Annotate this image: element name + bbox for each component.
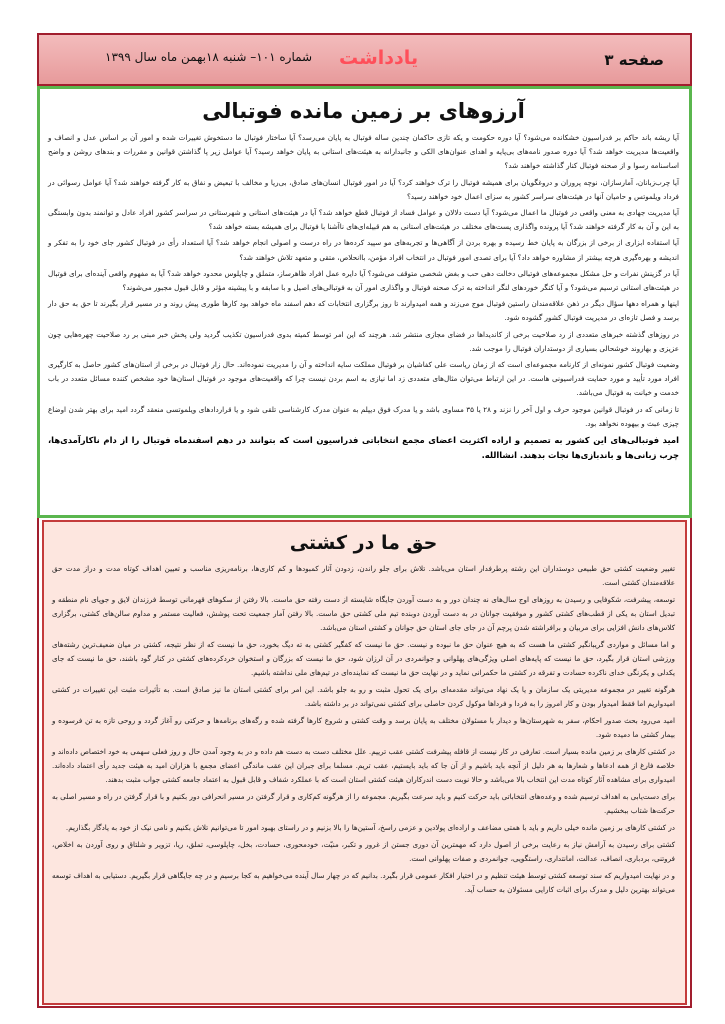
article-football-hopes xyxy=(37,86,692,518)
article-wrestling-rights xyxy=(42,520,687,1005)
paragraph: در روزهای گذشته خبرهای متعددی از رد صلاحیت برخی از کاندیداها در فضای مجازی منتشر شد. هرچند که این امر توسط کمیته بدوی فدراسیون تکذیب گردید ولی پخش خبر مبنی بر رد صلاحیت چهره‌هایی چون عزیزی و بهاروند خوشحالی بسیاری از دوستداران فوتبال را موجب شد. xyxy=(48,329,679,353)
article-body xyxy=(48,131,679,462)
paragraph: وضعیت فوتبال کشور نمونه‌ای از کارنامه مجموعه‌ای است که از زمان ریاست علی کفاشیان بر فوتبال مملکت سایه انداخته و آن را مدیریت نموده‌اند. حال زار فوتبال در برخی از استان‌های کشور حاصل به کارگیری افراد مورد تأیید و مورد حمایت فدراسیونی هاست. در این ارتباط می‌توان مثال‌های متعددی زد اما نیازی به اسم بردن نیست چرا که واقعیت‌های موجود در فوتبال استان‌ها خود مشخص کننده مسائل متعدد در باب خدمت و خیانت به فوتبال می‌باشد. xyxy=(48,360,679,398)
article-title: حق ما در کشتی xyxy=(289,532,438,554)
paragraph: آیا ریشه باند حاکم بر فدراسیون خشکانده می‌شود؟ آیا دوره حکومت و یکه تازی حاکمان چندین ساله فوتبال به پایان می‌رسد؟ آیا ساختار فوتبال ما دستخوش تغییرات شده و امور آن بر اساس عدل و انصاف و واقعیت‌ها مدیریت خواهد شد؟ آیا دوره صدور نامه‌های بی‌پایه و اهدای عنوان‌های الکی و جانبدارانه به هیئت‌های استانی به پایان خواهد رسید؟ آیا عوامل زیر پا گذاشتن قوانین و مقررات و بندهای روشن و واضح اساسنامه رسوا و از صحنه فوتبال کنار گذاشته خواهند شد؟ xyxy=(48,133,679,171)
paragraph: کشتی برای رسیدن به آرامش نیاز به رعایت برخی از اصول دارد که مهمترین آن دوری جستن از غرور و تکبر، منیّت، خودمحوری، حسادت، بخل، چاپلوسی، تملق، ریا، تزویر و شلتاق و روی آوردن به اخلاص، فروتنی، بردباری، انصاف، عدالت، امانتداری، راستگویی، جوانمردی و صفات پهلوانی است. xyxy=(52,840,675,863)
paragraph: در کشتی کارهای بر زمین مانده خیلی داریم و باید با همتی مضاعف و اراده‌ای پولادین و عزمی راسخ، آستین‌ها را بالا بزنیم و در راستای بهبود امور تا می‌توانیم تلاش بکنیم و نامی نیک از خود به یادگار بگذاریم. xyxy=(65,823,675,832)
paragraph: تغییر وضعیت کشتی حق طبیعی دوستداران این رشته پرطرفدار استان می‌باشد. تلاش برای جلو راندن، زدودن آثار کمبودها و کم کاری‌ها، برنامه‌ریزی مناسب و تعیین اهداف کوتاه مدت و دراز مدت حق علاقه‌مندان کشتی است. xyxy=(52,564,675,587)
paragraph: امید می‌رود بحث صدور احکام، سفر به شهرستان‌ها و دیدار با مسئولان مختلف به پایان برسد و وقت کشتی و شروع کارها گرفته شده و رگه‌های برنامه‌ها و حرکتی رو آغاز گردد و روحی تازه به تن فرسوده و بیمار کشتی ما دمیده شود. xyxy=(52,716,675,739)
paragraph: آیا مدیریت جهادی به معنی واقعی در فوتبال ما اعمال می‌شود؟ آیا دست دلالان و عوامل فساد از فوتبال قطع خواهد شد؟ آیا در هیئت‌های استانی و شهرستانی در سراسر کشور افراد عادل و توانمند بدون وابستگی به این و آن به کار گرفته خواهند شد؟ آیا پرونده واگذاری پست‌های مختلف در هیئت‌های استانی به هم قبیله‌ای‌های ناآشنا با فوتبال برای همیشه بسته خواهد شد؟ xyxy=(48,208,679,232)
paragraph: اینها و همراه دهها سؤال دیگر در ذهن علاقه‌مندان راستین فوتبال موج می‌زند و همه امیدوارند تا روز برگزاری انتخابات که دهم اسفند ماه خواهد بود کارها طوری پیش روند و در مسیر قرار بگیرند تا حق به حق دار برسد و فصل تازه‌ای در مدیریت فوتبال کشور گشوده شود. xyxy=(48,299,679,323)
paragraph: تا زمانی که در فوتبال قوانین موجود حرف و اول آخر را نزند و ۲۸ یا ۳۵ مساوی باشد و یا مدرک فوق دیپلم به عنوان مدرک کارشناسی تلقی شود و یا قراردادهای ویلموتسی منعقد گردد امید برای بهتر شدن اوضاع چیزی عبث و بیهوده نخواهد بود. xyxy=(48,404,679,428)
paragraph: هرگونه تغییر در مجموعه مدیریتی یک سازمان و یا یک نهاد می‌تواند مقدمه‌ای برای یک تحول مثبت و رو به جلو باشد. این امر برای کشتی استان ما نیز صادق است. به تأثیرات مثبت این تغییرات در کشتی امیدواریم اما فقط امیدوار بودن و کار امروز را به فردا و فرداها موکول کردن حاصلی برای کشتی نمی‌تواند در بر داشته باشد. xyxy=(52,685,675,708)
paragraph: در کشتی کارهای بر زمین مانده بسیار است. تعارفی در کار نیست از قافله پیشرفت کشتی عقب ترییم. علل مختلف دست به دست هم داده و در به وجود آمدن حال و روز فعلی سهمی به خود اختصاص داده‌اند و خلاصه فارغ از همه ادعاها و شعارها به هر دلیل از آنچه باید باشیم و از آن جا که باید بایستیم، عقب تریم. مسلما برای جبران این عقب ماندگی اعضای مجمع با هزاران امید به هیئت جدید رأی اعتماد داده‌اند. امیدواری برای مشاهده آثار کوتاه مدت این انتخاب بالا می‌باشد و حالا نوبت دست اندرکاران هیئت کشتی استان است که با عملکرد شفاف و قابل قبول به اعتماد جامعه کشتی جواب مثبت بدهند. xyxy=(52,747,675,784)
paragraph: برای دست‌یابی به اهداف ترسیم شده و وعده‌های انتخاباتی باید حرکت کنیم و باید سرعت بگیریم. مجموعه را از هرگونه کم‌کاری و قرار گرفتن در مسیر انحرافی دور بکنیم و با قرار گرفتن در راه و مسیر اصلی به حرکت‌ها شتاب ببخشیم. xyxy=(52,792,675,815)
paragraph: آیا چرب‌زبانان، آمارسازان، نوچه پروران و دروغگویان برای همیشه فوتبال را ترک خواهند کرد؟ آیا در امور فوتبال انسان‌های صادق، بی‌ریا و مخالف با تبعیض و نفاق به کار گرفته خواهند شد؟ آیا عوامل رسوائی در فرداد ویلموتس و حامیان آنها در هیئت‌های سراسر کشور به سزای اعمال خود خواهند رسید؟ xyxy=(48,177,679,201)
issue-date: شماره ۱۰۱– شنبه ۱۸بهمن ماه سال ۱۳۹۹ xyxy=(105,50,313,64)
closing-paragraph: امید فوتبالی‌های این کشور به تصمیم و اراده اکثریت اعضای مجمع انتخاباتی فدراسیون است که بتوانند در دهم اسفندماه فوتبال را از دام ناکارآمدی‌ها، چرب زبانی‌ها و باندبازی‌ها نجات بدهند. انشاالله. xyxy=(48,435,679,460)
page-number: صفحه ۳ xyxy=(604,51,664,69)
section-title: یادداشت xyxy=(339,47,419,69)
article-body xyxy=(52,562,675,897)
paragraph: توسعه، پیشرفت، شکوفایی و رسیدن به روزهای اوج سال‌های نه چندان دور و به دست آوردن جایگاه شایسته از دست رفته حق ماست. بالا رفتن از سکوهای قهرمانی توسط فرزندان لایق و جوپای نام منطقه و تبدیل استان به یکی از قطب‌های کشتی کشور و موفقیت جوانان در به دست آوردن دوبنده تیم ملی کشتی حق ماست. بالا رفتن آمار جمعیت تحت پوشش، فعالیت مستمر و مداوم سالن‌های کشتی، برگزاری کلاس‌های دانش افزایی برای مربیان و برافراشته شدن پرچم آن در جای جای استان حق جوانان و کشتی استان می‌باشد. xyxy=(52,595,675,632)
paragraph: آیا در گزینش نفرات و حل مشکل مجموعه‌های فوتبالی دخالت دهی حب و بغض شخصی متوقف می‌شود؟ آیا دایره عمل افراد ظاهرساز، متملق و چاپلوس محدود خواهد شد؟ آیا به مفهوم واقعی آینده‌ای برای فوتبال در هیئت‌های استانی ترسیم می‌شود؟ و آیا کنگر خوردهای لنگر انداخته به ترک صحنه فوتبال و واگذاری امور آن به فوتبالی‌های اصیل و با سابقه و با پیشینه مؤثر و قابل قبول مجبور می‌شوند؟ xyxy=(48,268,679,293)
paragraph: آیا استفاده ابزاری از برخی از بزرگان به پایان خط رسیده و بهره بردن از آگاهی‌ها و تجربه‌های مو سپید کرده‌ها در راه درست و اصولی انجام خواهد شد؟ آیا استعداد رأی در فوتبال کشور جای خود را به تفکر و اندیشه و بهره‌گیری هرچه بیشتر از مشاوره خواهد داد؟ آیا برای تصدی امور فوتبال در انتخاب افراد مؤمن، باانحلاص، متقی و متعهد تلاش خواهند شد؟ xyxy=(48,238,679,262)
article-title: آرزوهای بر زمین مانده فوتبالی xyxy=(202,99,525,123)
page-header xyxy=(37,33,692,86)
paragraph: و در نهایت امیدواریم که سند توسعه کشتی توسط هیئت تنظیم و در اختیار افکار عمومی قرار بگیرد. بدانیم که در چهار سال آینده می‌خواهیم به کجا برسیم و در چه جایگاهی قرار بگیریم. دستیابی به اهداف توسعه می‌تواند بهترین دلیل و مدرک برای اثبات کارایی مسئولان به حساب آید. xyxy=(52,871,675,894)
paragraph: و اما مسائل و مواردی گریبانگیر کشتی ما هست که به هیچ عنوان حق ما نبوده و نیست. حق ما نیست که کفگیر کشتی به ته دیگ بخورد، حق ما نیست که از نظر نتیجه، کشتی در میان ضعیف‌ترین رشته‌های ورزشی استان قرار بگیرد، حق ما نیست که پایه‌های اصلی ویژگی‌های پهلوانی و جوانمردی در آن لرزان شود، حق ما نیست که بزرگان و استخوان خردکرده‌های کشتی در کنار گود باشند، حق ما نیست که جای یکدلی و یکرنگی خدای ناکرده حسادت و تفرقه در کشتی ما حکمرانی نماید و در نهایت حق ما نیست که نماینده‌ای در تیم‌های ملی نداشته باشیم. xyxy=(52,640,675,677)
